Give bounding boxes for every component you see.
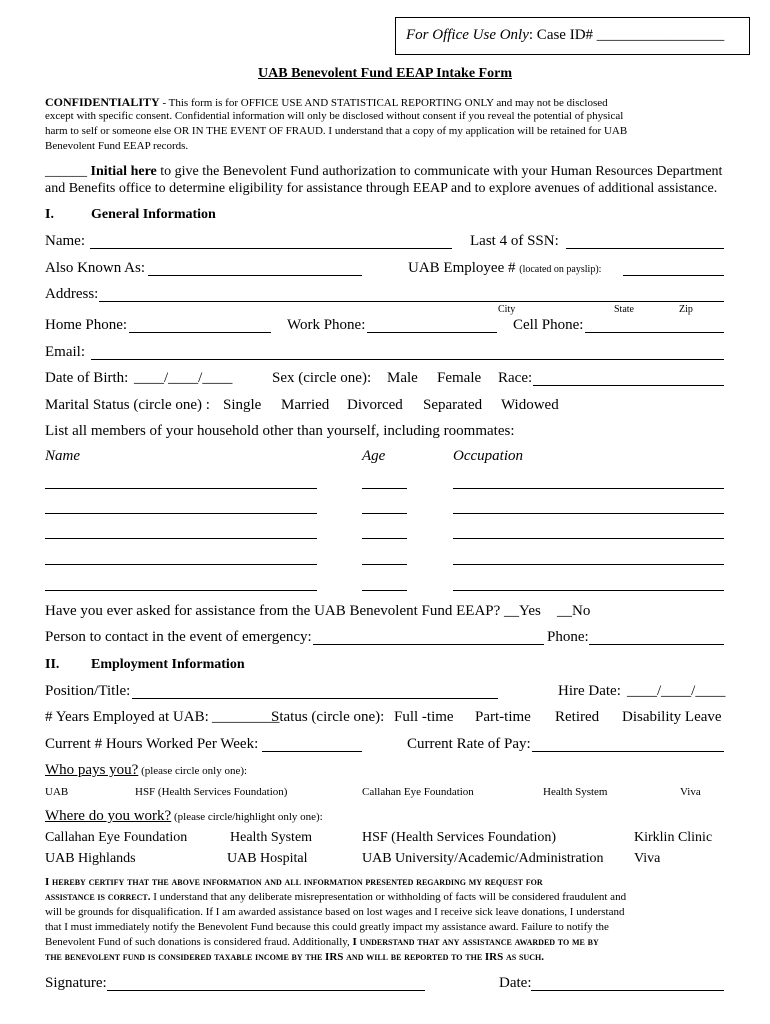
hire-date-label: Hire Date: [558,683,621,699]
marital-option-widowed[interactable]: Widowed [501,397,559,413]
asked-before-yes[interactable]: __Yes [504,603,541,619]
household-occupation-field[interactable] [453,488,724,489]
certify-line-2 [45,891,626,903]
email-field[interactable] [91,359,724,360]
cell-phone-field[interactable] [585,332,724,333]
section-1-title: General Information [91,207,216,222]
section-1-number: I. [45,207,54,222]
email-label: Email: [45,344,85,360]
employment-status-label: Status (circle one): [271,709,385,725]
name-field[interactable] [90,248,452,249]
home-phone-field[interactable] [129,332,271,333]
household-name-field[interactable] [45,564,317,565]
ssn-label: Last 4 of SSN: [470,233,559,249]
payer-option-health-system[interactable]: Health System [543,786,608,798]
years-employed-label: # Years Employed at UAB: [45,709,209,725]
confidentiality-line-4: Benevolent Fund EEAP records. [45,140,189,152]
certify-correct: assistance is correct. [45,891,151,903]
household-label: List all members of your household other than yourself, including roommates: [45,423,515,439]
dob-label: Date of Birth: [45,370,129,386]
state-caption: State [614,304,634,315]
employee-number-label [408,260,601,277]
confidentiality-line-1 [45,95,608,110]
work-phone-field[interactable] [367,332,497,333]
ssn-field[interactable] [566,248,724,249]
employee-number-field[interactable] [623,275,724,276]
certify-line-4: that I must immediately notify the Benevolent Fund because this could greatly impact my assistance award. Failure to notify the [45,921,609,933]
address-label: Address: [45,286,99,302]
address-field[interactable] [99,301,724,302]
pay-rate-field[interactable] [532,751,724,752]
section-2-title: Employment Information [91,657,245,672]
confidentiality-heading: CONFIDENTIALITY [45,95,160,109]
sex-label: Sex (circle one): [272,370,372,386]
household-name-field[interactable] [45,590,317,591]
marital-option-separated[interactable]: Separated [423,397,483,413]
household-age-field[interactable] [362,590,407,591]
who-pays-note: (please circle only one): [138,765,248,777]
certify-text-5: Benevolent Fund of such donations is considered fraud. Additionally, [45,936,353,948]
initial-line-2: and Benefits office to determine eligibility for assistance through EEAP and to explore avenues of additional assistance. [45,181,718,196]
section-2-number: II. [45,657,60,672]
certify-text-2: I understand that any deliberate misrepresentation or withholding of facts will be considered fraudulent and [150,891,627,903]
who-pays-label [45,762,247,779]
aka-label: Also Known As: [45,260,146,276]
where-work-label [45,808,323,825]
office-use-label: For Office Use Only [406,27,529,43]
household-name-field[interactable] [45,538,317,539]
workplace-option-highlands[interactable]: UAB Highlands [45,851,136,866]
certify-line-6: the benevolent fund is considered taxable income by the IRS and will be reported to the IRS as such. [45,951,544,963]
workplace-option-hsf[interactable]: HSF (Health Services Foundation) [362,830,557,845]
household-age-field[interactable] [362,488,407,489]
workplace-option-university[interactable]: UAB University/Academic/Administration [362,851,604,866]
dob-field[interactable]: ____/____/____ [134,370,233,386]
payer-option-callahan[interactable]: Callahan Eye Foundation [362,786,474,798]
household-col-name: Name [45,448,80,464]
marital-option-married[interactable]: Married [281,397,330,413]
work-phone-label: Work Phone: [287,317,366,333]
workplace-option-viva[interactable]: Viva [634,851,661,866]
status-option-part-time[interactable]: Part-time [475,709,531,725]
household-age-field[interactable] [362,564,407,565]
who-pays-text: Who pays you? [45,762,139,778]
cell-phone-label: Cell Phone: [513,317,584,333]
zip-caption: Zip [679,304,693,315]
payer-option-uab[interactable]: UAB [45,786,69,798]
city-caption: City [498,304,516,315]
where-work-note: (please circle/highlight only one): [171,811,323,823]
household-col-age: Age [362,448,386,464]
marital-status-label: Marital Status (circle one) : [45,397,210,413]
position-label: Position/Title: [45,683,131,699]
years-employed-field[interactable]: _________ [212,709,280,725]
workplace-option-health-system[interactable]: Health System [230,830,313,845]
household-age-field[interactable] [362,538,407,539]
household-name-field[interactable] [45,488,317,489]
initial-line-1 [45,164,722,180]
home-phone-label: Home Phone: [45,317,128,333]
payer-option-viva[interactable]: Viva [680,786,701,798]
status-option-retired[interactable]: Retired [555,709,600,725]
date-label: Date: [499,975,532,991]
confidentiality-line-3: harm to self or someone else OR IN THE EVENT OF FRAUD. I understand that a copy of my application will be retained for UAB [45,125,628,137]
employee-number-text: UAB Employee # [408,260,520,276]
workplace-option-callahan[interactable]: Callahan Eye Foundation [45,830,188,845]
name-label: Name: [45,233,85,249]
date-field[interactable] [531,990,724,991]
signature-field[interactable] [107,990,425,991]
hire-date-field[interactable]: ____/____/____ [627,683,726,699]
household-col-occupation: Occupation [453,448,523,464]
asked-before-label: Have you ever asked for assistance from the UAB Benevolent Fund EEAP? [45,603,501,619]
form-title: UAB Benevolent Fund EEAP Intake Form [258,66,512,81]
race-label: Race: [498,370,533,386]
household-occupation-field[interactable] [453,538,724,539]
household-occupation-field[interactable] [453,564,724,565]
case-id-field[interactable]: _________________ [596,27,725,43]
household-occupation-field[interactable] [453,513,724,514]
marital-option-divorced[interactable]: Divorced [347,397,403,413]
case-id-label: : Case ID# [528,27,597,43]
workplace-option-hospital[interactable]: UAB Hospital [227,851,308,866]
race-field[interactable] [533,385,724,386]
certify-line-5 [45,936,599,948]
hours-per-week-field[interactable] [262,751,362,752]
household-occupation-field[interactable] [453,590,724,591]
status-option-disability-leave[interactable]: Disability Leave [622,709,722,725]
office-use-text [406,27,724,44]
marital-option-single[interactable]: Single [223,397,262,413]
initial-label: Initial here [87,164,157,179]
workplace-option-kirklin[interactable]: Kirklin Clinic [634,830,713,845]
aka-field[interactable] [148,275,362,276]
emergency-phone-field[interactable] [589,644,724,645]
payer-option-hsf[interactable]: HSF (Health Services Foundation) [135,786,288,798]
certify-line-3: will be grounds for disqualification. If I am awarded assistance based on lost wages and I receive sick leave donations, I understand [45,906,625,918]
status-option-full-time[interactable]: Full -time [394,709,454,725]
employee-number-note: (located on payslip): [519,264,602,275]
hours-per-week-label: Current # Hours Worked Per Week: [45,736,259,752]
certify-line-1: I hereby certify that the above information and all information presented regarding my request for [45,876,543,888]
sex-option-male[interactable]: Male [387,370,418,386]
initial-text: to give the Benevolent Fund authorization to communicate with your Human Resources Department [156,164,723,179]
confidentiality-text: - This form is for OFFICE USE AND STATISTICAL REPORTING ONLY and may not be disclosed [159,97,608,109]
household-age-field[interactable] [362,513,407,514]
certify-taxable-1: I understand that any assistance awarded to me by [352,936,599,948]
initial-field[interactable]: ______ [45,164,87,179]
household-name-field[interactable] [45,513,317,514]
position-field[interactable] [132,698,498,699]
emergency-phone-label: Phone: [547,629,589,645]
asked-before-no[interactable]: __No [557,603,591,619]
signature-label: Signature: [45,975,107,991]
sex-option-female[interactable]: Female [437,370,482,386]
confidentiality-line-2: except with specific consent. Confidential information will only be disclosed without consent if you reveal the potential of physical [45,110,624,122]
pay-rate-label: Current Rate of Pay: [407,736,531,752]
emergency-contact-field[interactable] [313,644,544,645]
where-work-text: Where do you work? [45,808,172,824]
emergency-contact-label: Person to contact in the event of emergency: [45,629,312,645]
